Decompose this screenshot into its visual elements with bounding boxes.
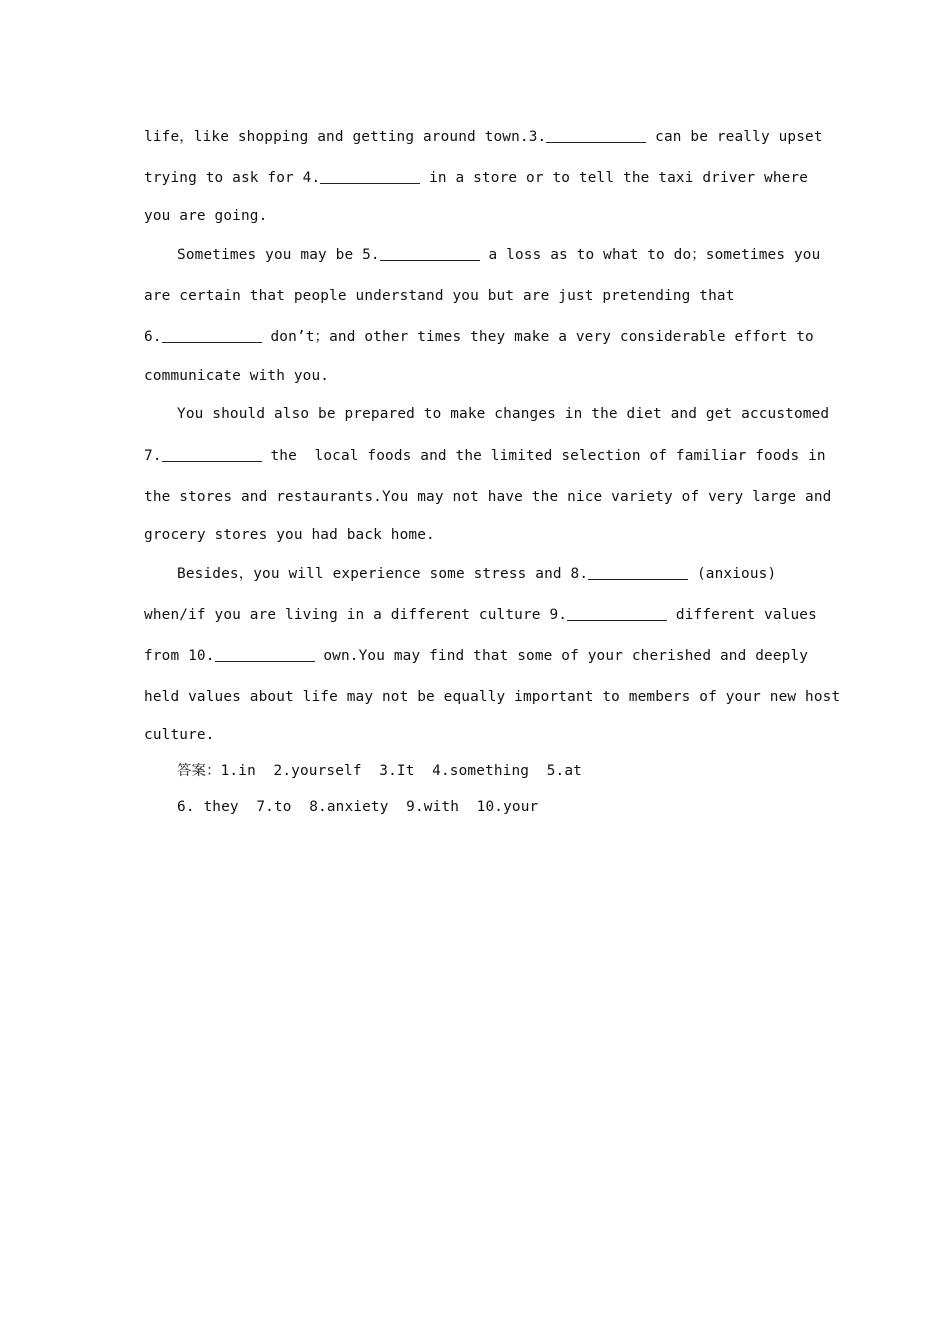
- passage-line-13: when/if you are living in a different culture 9. different values: [144, 606, 817, 623]
- passage-line-6: 6. don’t；and other times they make a very considerable effort to: [144, 329, 814, 346]
- passage-line-8: You should also be prepared to make changes in the diet and get accustomed: [177, 406, 830, 423]
- passage-line-11: grocery stores you had back home.: [144, 526, 435, 543]
- passage-line-15: held values about life may not be equally important to members of your new host: [144, 689, 841, 706]
- passage-line-12: Besides，you will experience some stress and 8. (anxious): [177, 565, 777, 582]
- passage-line-2: trying to ask for 4. in a store or to tell the taxi driver where: [144, 170, 809, 187]
- blank-6[interactable]: [162, 329, 262, 343]
- passage-line-5: are certain that people understand you but are just pretending that: [144, 288, 735, 305]
- passage-line-1: life，like shopping and getting around town.3. can be really upset: [144, 129, 823, 145]
- passage-line-14: from 10. own.You may find that some of your cherished and deeply: [144, 647, 809, 664]
- blank-7[interactable]: [162, 448, 262, 462]
- passage-line-3: you are going.: [144, 208, 268, 225]
- blank-4[interactable]: [320, 170, 420, 184]
- blank-5[interactable]: [380, 247, 480, 261]
- blank-3[interactable]: [546, 129, 646, 143]
- answer-key-line-1: 答案：1.in 2.yourself 3.It 4.something 5.at: [177, 763, 582, 779]
- passage-line-7: communicate with you.: [144, 367, 330, 384]
- blank-10[interactable]: [215, 648, 315, 662]
- passage: [144, 117, 841, 825]
- blank-9[interactable]: [567, 607, 667, 621]
- passage-line-9: 7. the local foods and the limited selection of familiar foods in: [144, 447, 826, 464]
- passage-line-4: Sometimes you may be 5. a loss as to what to do；sometimes you: [177, 247, 821, 264]
- blank-8[interactable]: [588, 566, 688, 580]
- answer-key-line-2: 6. they 7.to 8.anxiety 9.with 10.your: [177, 798, 539, 815]
- passage-line-16: culture.: [144, 727, 215, 744]
- passage-line-10: the stores and restaurants.You may not have the nice variety of very large and: [144, 488, 832, 505]
